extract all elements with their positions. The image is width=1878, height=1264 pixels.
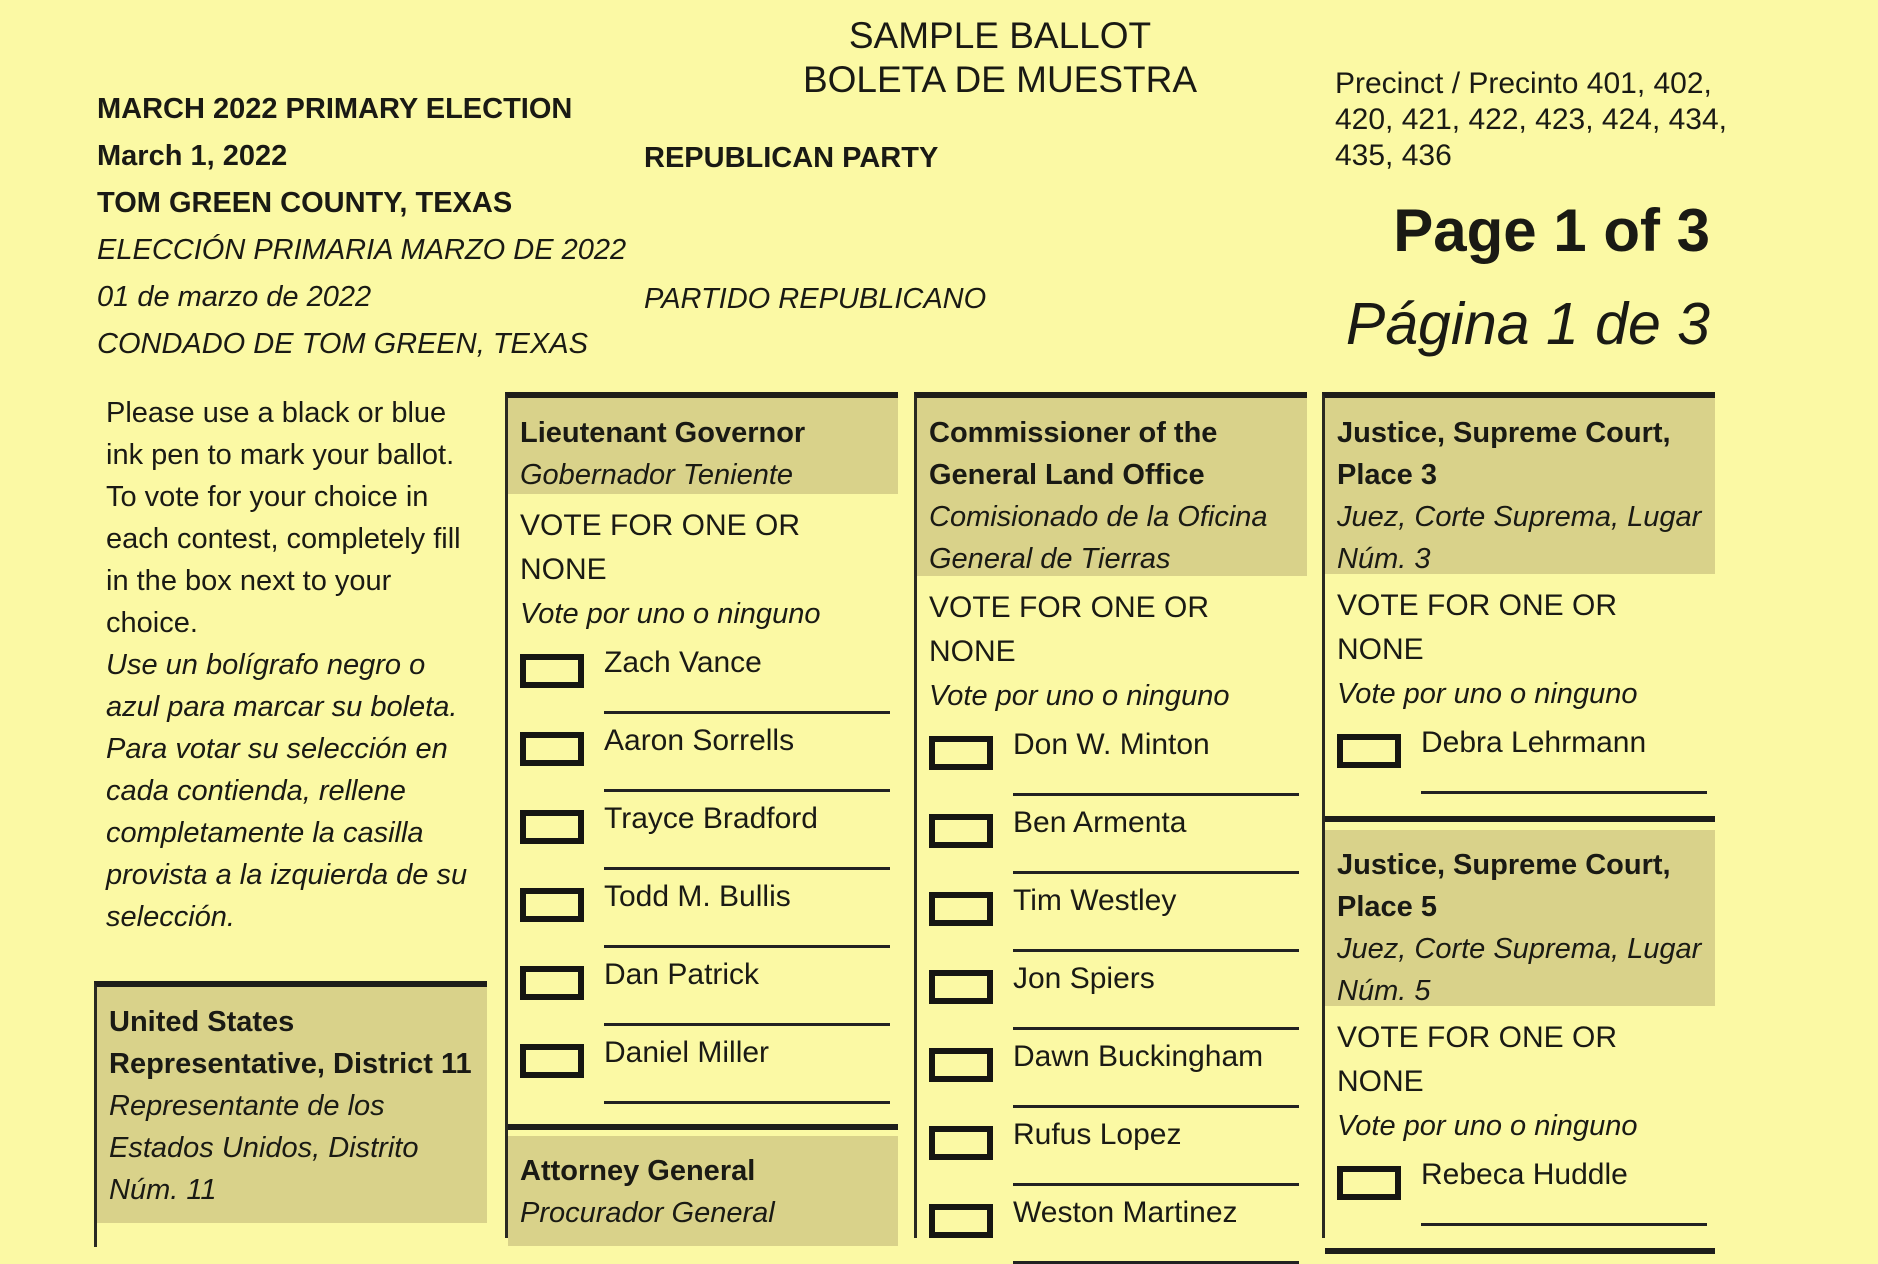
vote-for-one-en: VOTE FOR ONE OR NONE: [1337, 589, 1618, 666]
vote-instructions: [917, 576, 1307, 718]
candidate-row[interactable]: [917, 952, 1307, 1030]
contest-subtitle: Representante de los Estados Unidos, Distrito: [109, 1090, 419, 1164]
election-name-en: MARCH 2022 PRIMARY ELECTION: [97, 93, 573, 125]
vote-for-one-es: Vote por uno o ninguno: [1337, 678, 1638, 710]
candidate-row[interactable]: [508, 792, 898, 870]
candidate-row[interactable]: [1325, 1148, 1715, 1226]
candidate-rule: [1421, 1223, 1707, 1226]
contest-header: [97, 987, 487, 1223]
contest-subtitle: Gobernador Teniente: [520, 459, 794, 491]
candidate-row[interactable]: [508, 870, 898, 948]
page-number-es: Página 1 de 3: [1345, 291, 1710, 357]
candidate-list: [1325, 1148, 1715, 1226]
vote-checkbox[interactable]: [520, 888, 584, 922]
contest-land-office: [914, 392, 1307, 1238]
vote-instructions: [1325, 1006, 1715, 1148]
contest-subtitle: Procurador General: [520, 1197, 775, 1229]
candidate-name: Jon Spiers: [1013, 962, 1155, 995]
contest-subtitle: Comisionado de la Oficina General de Tierras: [929, 501, 1268, 575]
candidate-rule: [604, 1101, 890, 1104]
contest-title: Lieutenant Governor: [520, 417, 806, 449]
candidate-name: Debra Lehrmann: [1421, 726, 1647, 759]
vote-for-one-es: Vote por uno o ninguno: [520, 598, 821, 630]
contest-title: Attorney General: [520, 1155, 756, 1187]
election-date-es: 01 de marzo de 2022: [97, 281, 372, 313]
ballot-title-en: SAMPLE BALLOT: [848, 15, 1152, 56]
contest-title: Commissioner of the General Land Office: [929, 417, 1218, 491]
vote-checkbox[interactable]: [520, 966, 584, 1000]
candidate-row[interactable]: [917, 718, 1307, 796]
vote-for-one-es: Vote por uno o ninguno: [929, 680, 1230, 712]
vote-checkbox[interactable]: [929, 970, 993, 1004]
candidate-list: [917, 718, 1307, 1264]
contest-title: Justice, Supreme Court, Place 3: [1337, 417, 1671, 491]
candidate-name: Zach Vance: [604, 646, 762, 679]
election-header: [97, 86, 626, 368]
county-es: CONDADO DE TOM GREEN, TEXAS: [97, 328, 588, 360]
vote-checkbox[interactable]: [929, 736, 993, 770]
contest-lieutenant-governor: [505, 392, 898, 1238]
ballot-title: [760, 14, 1240, 102]
candidate-name: Rufus Lopez: [1013, 1118, 1182, 1151]
contest-title: Justice, Supreme Court, Place 5: [1337, 849, 1671, 923]
contest-title: United States Representative, District 11: [109, 1006, 472, 1080]
vote-checkbox[interactable]: [1337, 734, 1401, 768]
contest-us-representative: [94, 981, 487, 1247]
contest-header: [917, 398, 1307, 576]
contest-subtitle: Juez, Corte Suprema, Lugar Núm. 5: [1337, 933, 1702, 1007]
ballot-title-es: BOLETA DE MUESTRA: [802, 59, 1198, 100]
candidate-name: Tim Westley: [1013, 884, 1177, 917]
vote-checkbox[interactable]: [929, 892, 993, 926]
page-number-en: Page 1 of 3: [1393, 197, 1710, 264]
candidate-row[interactable]: [917, 874, 1307, 952]
candidate-row[interactable]: [1325, 716, 1715, 794]
contest-separator: [1325, 816, 1715, 822]
contest-supreme-court-place-5: [1325, 830, 1715, 1006]
vote-checkbox[interactable]: [520, 732, 584, 766]
candidate-name: Aaron Sorrells: [604, 724, 795, 757]
contest-separator: [508, 1124, 898, 1130]
candidate-name: Todd M. Bullis: [604, 880, 791, 913]
vote-for-one-es: Vote por uno o ninguno: [1337, 1110, 1638, 1142]
candidate-row[interactable]: [917, 1108, 1307, 1186]
vote-for-one-en: VOTE FOR ONE OR NONE: [1337, 1021, 1618, 1098]
instructions: [106, 392, 486, 938]
candidate-name: Weston Martinez: [1013, 1196, 1238, 1229]
candidate-row[interactable]: [917, 1186, 1307, 1264]
candidate-list: [1325, 716, 1715, 794]
vote-instructions: [508, 494, 898, 636]
county-en: TOM GREEN COUNTY, TEXAS: [97, 187, 513, 219]
vote-for-one-en: VOTE FOR ONE OR NONE: [929, 591, 1210, 668]
contest-subtitle: Juez, Corte Suprema, Lugar Núm. 3: [1337, 501, 1702, 575]
candidate-name: Dawn Buckingham: [1013, 1040, 1264, 1073]
vote-checkbox[interactable]: [929, 1204, 993, 1238]
vote-checkbox[interactable]: [929, 1126, 993, 1160]
candidate-row[interactable]: [508, 714, 898, 792]
instructions-es: Use un bolígrafo negro o azul para marcar su boleta. Para votar su selección en cada contienda, rellene completamente la casilla provista a la izquierda de su selección.: [106, 649, 468, 933]
candidate-name: Trayce Bradford: [604, 802, 818, 835]
candidate-row[interactable]: [508, 636, 898, 714]
candidate-row[interactable]: [917, 796, 1307, 874]
candidate-list: [508, 636, 898, 1104]
candidate-row[interactable]: [508, 1026, 898, 1104]
vote-checkbox[interactable]: [1337, 1166, 1401, 1200]
vote-instructions: [1325, 574, 1715, 716]
vote-checkbox[interactable]: [520, 1044, 584, 1078]
candidate-rule: [1421, 791, 1707, 794]
candidate-name: Daniel Miller: [604, 1036, 770, 1069]
candidate-row[interactable]: [508, 948, 898, 1026]
candidate-name: Don W. Minton: [1013, 728, 1210, 761]
vote-checkbox[interactable]: [520, 810, 584, 844]
vote-for-one-en: VOTE FOR ONE OR NONE: [520, 509, 801, 586]
candidate-row[interactable]: [917, 1030, 1307, 1108]
vote-checkbox[interactable]: [929, 1048, 993, 1082]
party-en: REPUBLICAN PARTY: [644, 142, 939, 174]
contest-header: [1325, 398, 1715, 574]
candidate-name: Ben Armenta: [1013, 806, 1187, 839]
vote-checkbox[interactable]: [929, 814, 993, 848]
candidate-name: Dan Patrick: [604, 958, 760, 991]
election-name-es: ELECCIÓN PRIMARIA MARZO DE 2022: [97, 234, 627, 266]
candidate-name: Rebeca Huddle: [1421, 1158, 1628, 1191]
precinct-list: Precinct / Precinto 401, 402, 420, 421, 422, 423, 424, 434, 435, 436: [1335, 67, 1728, 172]
contest-header: [508, 398, 898, 494]
contest-subtitle-continued: Núm. 11: [109, 1174, 217, 1206]
vote-checkbox[interactable]: [520, 654, 584, 688]
contest-supreme-court-place-3: [1322, 392, 1715, 1238]
contest-separator: [1325, 1248, 1715, 1254]
election-date-en: March 1, 2022: [97, 140, 288, 172]
party-es: PARTIDO REPUBLICANO: [644, 283, 987, 315]
instructions-en: Please use a black or blue ink pen to mark your ballot. To vote for your choice in each contest, completely fill in the box next to your choice.: [106, 397, 461, 639]
